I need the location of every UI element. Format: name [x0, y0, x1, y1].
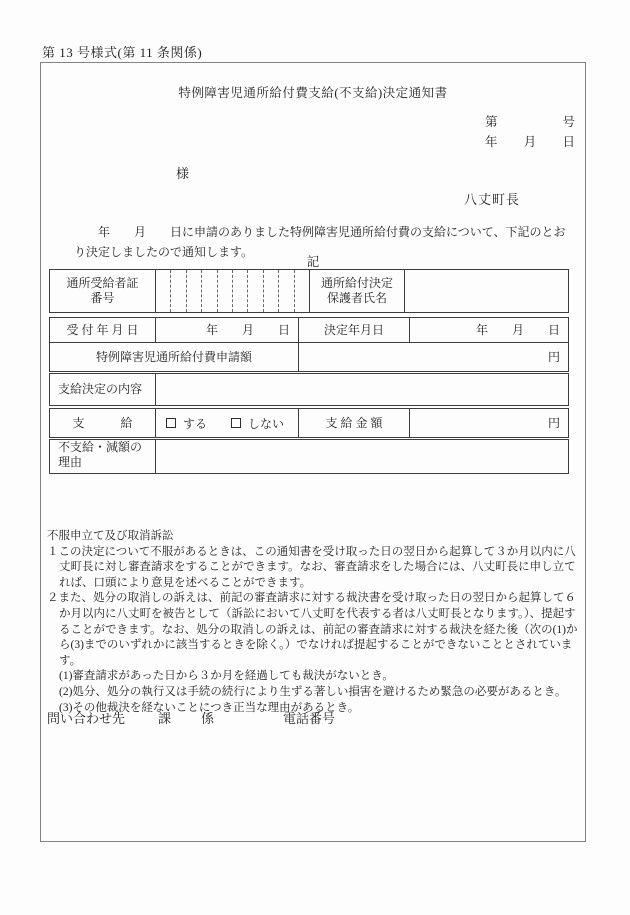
application-amount-label: 特例障害児通所給付費申請額 [95, 349, 252, 364]
digit-slot [279, 270, 294, 312]
payment-option-no: しない [231, 415, 284, 432]
appeal-subitem-2: (2)処分、処分の執行又は手続の続行により生ずる著しい損害を避けるため緊急の必要があるとき。 [59, 685, 567, 698]
payment-options-cell [155, 409, 298, 437]
form-code: 第 13 号様式(第 11 条関係) [42, 45, 203, 60]
decision-content-label: 支給決定の内容 [58, 382, 143, 396]
issuer-name: 八丈町長 [464, 192, 521, 207]
digit-slot [233, 270, 248, 312]
appeal-item-number: １ [47, 545, 59, 558]
digit-slot [187, 270, 202, 312]
denial-reason-table [49, 439, 569, 474]
payment-table [49, 408, 569, 438]
table-row [50, 342, 568, 371]
addressee-suffix: 様 [176, 166, 190, 181]
appeal-section [47, 529, 583, 716]
payment-amount-unit: 円 [547, 415, 560, 430]
decision-date-label: 決定年月日 [298, 318, 409, 342]
appeal-item-1 [47, 545, 583, 592]
form-title: 特例障害児通所給付費支給(不支給)決定通知書 [178, 86, 448, 100]
payment-option-yes: する [166, 415, 207, 432]
payment-amount-field [409, 409, 568, 437]
guardian-name-label: 通所給付決定 保護者氏名 [309, 270, 404, 312]
checkbox-icon [231, 418, 241, 428]
digit-slot [156, 270, 171, 312]
guardian-name-field [404, 270, 568, 312]
appeal-item-text: また、処分の取消しの訴えは、前記の審査請求に対する裁決書を受け取った日の翌日から起算して６か月以内に八丈町を被告として（訴訟において八丈町を代表する者は八丈町長となります。）、提起することができます。なお、処分の取消しの訴えは、前記の審査請求に対する裁決を経た後（次の(1)から(3)までのいずれかに該当するときを除く。）でなければ提起することができないこととされています。 [58, 592, 578, 667]
contact-section-label: 係 [201, 711, 215, 726]
date-day-label: 日 [562, 135, 575, 149]
doc-date-line [485, 132, 575, 150]
appeal-item-2 [47, 591, 583, 669]
recipient-table [49, 269, 569, 313]
decision-date-field: 年 月 日 [409, 318, 568, 342]
date-month-label: 月 [523, 135, 537, 149]
date-year-label: 年 [485, 135, 498, 149]
recipient-cert-number-label: 通所受給者証 番号 [66, 276, 139, 305]
table-row [50, 409, 568, 437]
contact-department-label: 課 [158, 711, 172, 726]
denial-reason-field [155, 440, 568, 473]
doc-number-suffix: 号 [562, 115, 575, 129]
application-amount-unit: 円 [547, 349, 560, 364]
contact-line [47, 708, 335, 727]
dates-amount-table [49, 317, 569, 372]
appeal-heading: 不服申立て及び取消訴訟 [47, 530, 174, 542]
appeal-subitem-3: (3)その他裁決を経ないことにつき正当な理由があるとき。 [59, 701, 360, 714]
digit-slot [248, 270, 263, 312]
digit-slot [171, 270, 186, 312]
recipient-cert-number-field [155, 270, 309, 312]
payment-label: 支 給 [72, 415, 133, 430]
digit-slot [202, 270, 217, 312]
appeal-subitem-1: (1)審査請求があった日から３か月を経過しても裁決がないとき。 [59, 670, 394, 683]
digit-slot [264, 270, 279, 312]
doc-number-prefix: 第 [485, 115, 498, 129]
receipt-date-field: 年 月 日 [155, 318, 298, 342]
digit-slot [295, 270, 309, 312]
doc-number-line [485, 112, 575, 130]
table-row [50, 374, 568, 405]
body-paragraph: 年 月 日に申請のありました特例障害児通所給付費の支給について、下記のとおり決定しましたので通知します。 [74, 225, 566, 259]
decision-content-field [155, 374, 568, 405]
ki-marker: 記 [306, 255, 320, 269]
contact-label: 問い合わせ先 [47, 711, 126, 726]
payment-amount-label: 支 給 金 額 [298, 409, 409, 437]
table-row [50, 318, 568, 342]
denial-reason-label: 不支給・減額の 理由 [58, 440, 143, 469]
appeal-item-text: この決定について不服があるときは、この通知書を受け取った日の翌日から起算して３か月以内に八丈町長に対し審査請求をすることができます。なお、審査請求をした場合には、八丈町長に申し立てれば、口頭により意見を述べることができます。 [58, 545, 576, 589]
checkbox-icon [166, 418, 176, 428]
contact-phone-label: 電話番号 [283, 711, 336, 726]
form-border [40, 62, 586, 842]
receipt-date-label: 受 付 年 月 日 [66, 322, 139, 337]
table-row [50, 270, 568, 312]
digit-slot [218, 270, 233, 312]
decision-content-table [49, 373, 569, 406]
table-row [50, 440, 568, 473]
appeal-item-number: ２ [47, 592, 59, 605]
application-amount-field [298, 343, 568, 371]
